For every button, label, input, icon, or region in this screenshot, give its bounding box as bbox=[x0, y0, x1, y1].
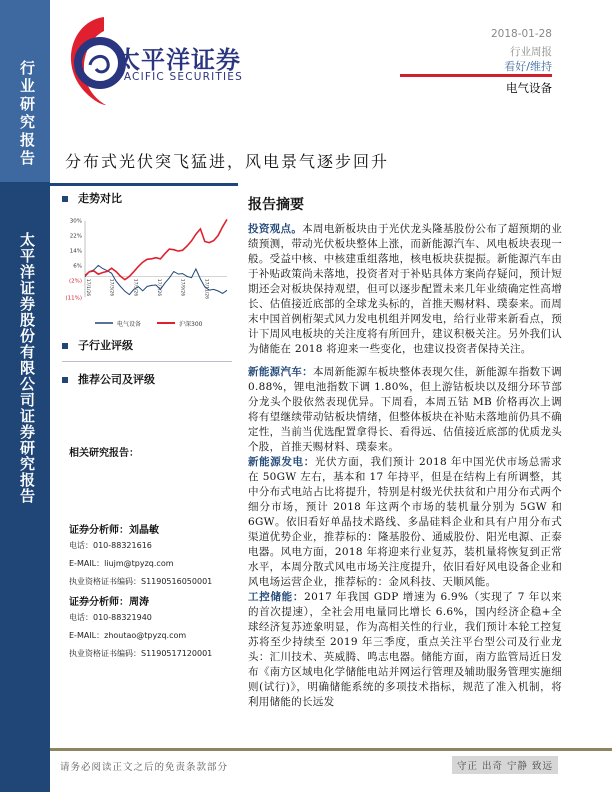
analyst-1-cert: 执业资格证书编码：S1190516050001 bbox=[69, 577, 213, 586]
sidebar-company-label: 太平洋证券股份有限公司证券研究报告 bbox=[18, 232, 36, 504]
y-tick-label: 14% bbox=[69, 248, 82, 255]
summary-paragraph-industrial-control-storage bbox=[248, 590, 562, 710]
analyst-1-phone: 电话：010-88321616 bbox=[69, 541, 152, 550]
logo-english-name: PACIFIC SECURITIES bbox=[117, 71, 244, 83]
sub-rating-title: 子行业评级 bbox=[78, 339, 133, 352]
summary-paragraph-new-energy-power bbox=[248, 455, 562, 590]
y-tick-label: (11%) bbox=[65, 295, 82, 302]
summary-heading: 报告摘要 bbox=[248, 197, 304, 213]
industry-rating: 看好/维持 bbox=[504, 60, 552, 73]
disclaimer-note: 请务必阅读正文之后的免责条款部分 bbox=[60, 762, 229, 773]
legend-label-electrical: 电气设备 bbox=[117, 321, 142, 328]
y-tick-label: (2%) bbox=[68, 278, 82, 285]
analyst-2-title: 证券分析师：周涛 bbox=[69, 597, 149, 608]
trend-section-heading bbox=[62, 190, 122, 206]
trend-title: 走势对比 bbox=[78, 192, 122, 205]
sub-rating-heading bbox=[62, 337, 133, 353]
paragraph-text: 本周电新板块由于光伏龙头隆基股份公布了超预期的业绩预测，带动光伏板块整体上涨，而新能源汽车、风电板块表现一般。受益中核、中核建重组落地，核电板块获提振。新能源汽车由于补贴政策尚未落地，投资者对于补贴具体方案尚存疑问，预计短期还会对板块保持观望，但可以逐步配置未来几年业绩确定性高增长、估值接近底部的全球龙头标的，首推天赐材料、璞泰来。而周末中国首例桁架式风力发电机组并网发电，给行业带来新看点，预计下周风电板块的关注度将有所回升，建议积极关注。另外我们认为储能在 2018 将迎来一些变化，也建议投资者保持关注。 bbox=[248, 223, 563, 355]
x-tick-label: 17/11/26 bbox=[203, 278, 209, 299]
recommend-title: 推荐公司及评级 bbox=[78, 373, 155, 386]
y-tick-label: 22% bbox=[69, 233, 82, 240]
analyst-1-email[interactable]: E-MAIL：liujm@tpyzq.com bbox=[69, 559, 174, 568]
bullet-icon bbox=[62, 343, 68, 349]
paragraph-text: 本周新能源车板块整体表现欠佳，新能源车指数下调 0.88%，锂电池指数下调 1.80%，但上游钴板块以及细分环节部分龙头个股依然表现优异。下周看，本周五钴 MB 价格再次上调将有望继续带动钴板块情绪，但整体板块在补贴未落地前仍具不确定性，当前当优选配置拿得长、看得远、估值接近底部的优质龙头个股，首推天赐材料、璞泰来。 bbox=[248, 366, 562, 453]
report-type: 行业周报 bbox=[510, 46, 552, 58]
summary-paragraph-investment-view bbox=[248, 222, 562, 357]
y-tick-label: 6% bbox=[73, 263, 82, 270]
sidebar-report-category: 行业研究报告 bbox=[18, 60, 36, 168]
analyst-1-title: 证券分析师：刘晶敏 bbox=[69, 525, 159, 536]
report-date: 2018-01-28 bbox=[490, 28, 552, 40]
analyst-2-phone: 电话：010-88321940 bbox=[69, 613, 152, 622]
sector-name: 电气设备 bbox=[506, 81, 552, 95]
y-tick-label: 30% bbox=[69, 218, 82, 225]
report-title: 分布式光伏突飞猛进，风电景气逐步回升 bbox=[65, 152, 390, 171]
bullet-icon bbox=[62, 196, 68, 202]
summary-paragraph-nev bbox=[248, 365, 562, 455]
logo-chinese-name: 太平洋证券 bbox=[116, 46, 241, 74]
section-divider bbox=[62, 361, 232, 362]
legend-label-csi300: 沪深300 bbox=[179, 321, 203, 328]
company-motto: 守正 出奇 宁静 致远 bbox=[452, 756, 558, 774]
analyst-2-cert: 执业资格证书编码：S1190517120001 bbox=[69, 649, 213, 658]
paragraph-text: 光伏方面，我们预计 2018 年中国光伏市场总需求在 50GW 左右，基本和 17 年持平，但是在结构上有所调整，其中分布式电站占比将提升，特别是村级光伏扶贫和户用分布式两个细分市场，预计 2018 年这两个市场的装机量分别为 5GW 和 6GW。依旧看好单晶技术路线、多晶硅料企业和具有户用分布式渠道优势企业，推荐标的：隆基股份、通威股份、阳光电源、正泰电器。风电方面，2018 年将迎来行业复苏，装机量将恢复到正常水平，本周分散式风电市场关注度提升，依旧看好风电设备企业和风电场运营企业，推荐标的：金风科技、天顺风能。 bbox=[248, 456, 562, 588]
trend-chart bbox=[60, 210, 240, 320]
paragraph-label: 新能源发电： bbox=[248, 456, 315, 468]
footer-divider bbox=[50, 748, 612, 751]
paragraph-label: 投资观点。 bbox=[248, 223, 303, 235]
recommend-heading bbox=[62, 371, 155, 387]
x-tick-label: 17/7/26 bbox=[156, 278, 161, 297]
analyst-2-email[interactable]: E-MAIL：zhoutao@tpyzq.com bbox=[69, 631, 187, 640]
summary-body bbox=[248, 222, 562, 710]
x-tick-label: 17/3/26 bbox=[108, 278, 114, 297]
x-tick-label: 17/1/26 bbox=[85, 278, 90, 297]
paragraph-label: 新能源汽车： bbox=[248, 366, 313, 378]
header-divider bbox=[400, 74, 552, 77]
paragraph-label: 工控储能： bbox=[248, 591, 305, 603]
chart-legend bbox=[95, 318, 235, 328]
x-tick-label: 17/9/26 bbox=[179, 278, 185, 297]
x-tick-label: 17/5/26 bbox=[132, 278, 138, 297]
related-reports-title: 相关研究报告： bbox=[69, 448, 139, 459]
bullet-icon bbox=[62, 377, 68, 383]
paragraph-text: 2017 年我国 GDP 增速为 6.9%（实现了 7 年以来的首次提速），全社会用电量同比增长 6.6%，国内经济企稳+全球经济复苏迹象明显，作为高相关性的行业，我们预计本轮工控复苏将至少持续至 2019 年三季度，重点关注平台型公司及行业龙头：汇川技术、英威腾、鸣志电器。储能方面，南方监管局近日发布《南方区域电化学储能电站并网运行管理及辅助服务管理实施细则(试行)》，明确储能系统的多项技术指标，规范了准入机制，将利用储能的长远发 bbox=[248, 591, 563, 708]
